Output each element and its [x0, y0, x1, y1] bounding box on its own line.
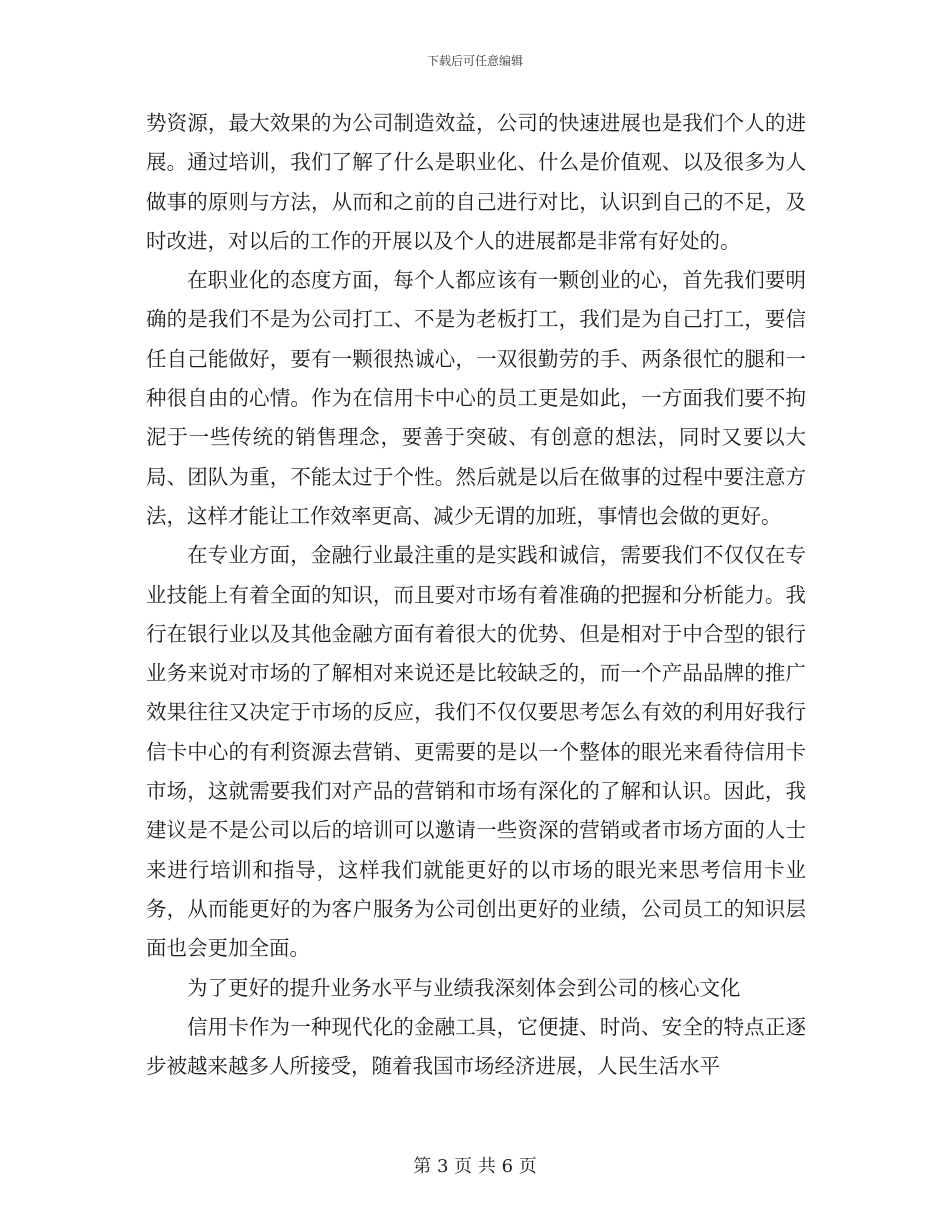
page-number-footer: 第 3 页 共 6 页 [413, 1156, 537, 1177]
document-body [146, 104, 806, 1086]
paragraph-continuation: 势资源，最大效果的为公司制造效益，公司的快速进展也是我们个人的进展。通过培训，我们了解了什么是职业化、什么是价值观、以及很多为人做事的原则与方法，从而和之前的自己进行对比，认识到自己的不足，及时改进，对以后的工作的开展以及个人的进展都是非常有好处的。 [146, 111, 806, 253]
paragraph-professional-attitude: 在职业化的态度方面，每个人都应该有一颗创业的心，首先我们要明确的是我们不是为公司打工、不是为老板打工，我们是为自己打工，要信任自己能做好，要有一颗很热诚心，一双很勤劳的手、两条很忙的腿和一种很自由的心情。作为在信用卡中心的员工更是如此，一方面我们要不拘泥于一些传统的销售理念，要善于突破、有创意的想法，同时又要以大局、团队为重，不能太过于个性。然后就是以后在做事的过程中要注意方法，这样才能让工作效率更高、减少无谓的加班，事情也会做的更好。 [146, 268, 806, 528]
paragraph-professional-skills: 在专业方面，金融行业最注重的是实践和诚信，需要我们不仅仅在专业技能上有着全面的知识，而且要对市场有着准确的把握和分析能力。我行在银行业以及其他金融方面有着很大的优势、但是相对于中合型的银行业务来说对市场的了解相对来说还是比较缺乏的，而一个产品品牌的推广效果往往又决定于市场的反应，我们不仅仅要思考怎么有效的利用好我行信卡中心的有利资源去营销、更需要的是以一个整体的眼光来看待信用卡市场，这就需要我们对产品的营销和市场有深化的了解和认识。因此，我建议是不是公司以后的培训可以邀请一些资深的营销或者市场方面的人士来进行培训和指导，这样我们就能更好的以市场的眼光来思考信用卡业务，从而能更好的为客户服务为公司创出更好的业绩，公司员工的知识层面也会更加全面。 [146, 543, 806, 961]
page-header-note: 下载后可任意编辑 [426, 54, 523, 68]
paragraph-core-culture: 为了更好的提升业务水平与业绩我深刻体会到公司的核心文化 [187, 975, 741, 1000]
paragraph-credit-card: 信用卡作为一种现代化的金融工具，它便捷、时尚、安全的特点正逐步被越来越多人所接受，随着我国市场经济进展，人民生活水平 [146, 1014, 806, 1079]
